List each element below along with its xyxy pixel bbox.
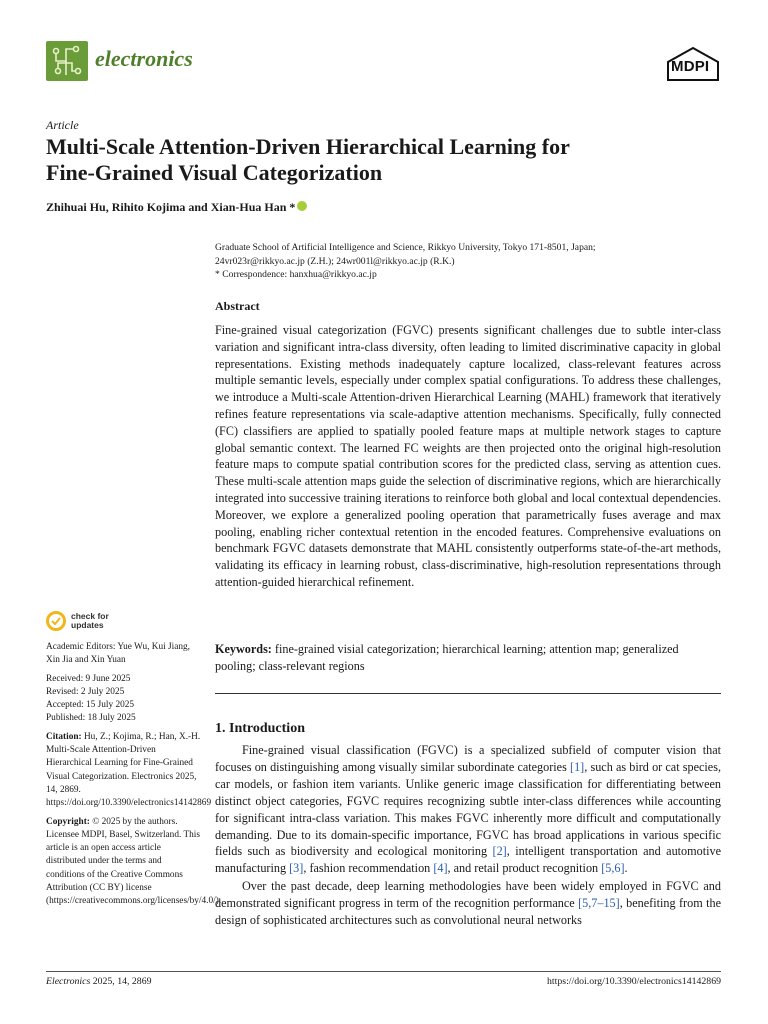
check-for-updates-button[interactable]: [46, 611, 109, 631]
orcid-icon[interactable]: [297, 201, 307, 211]
publisher-name: MDPI: [671, 58, 710, 75]
text-run: , intelligent transportation and automotive manufacturing: [215, 844, 721, 876]
title-line-2: Fine-Grained Visual Categorization: [46, 160, 383, 185]
journal-name: electronics: [95, 46, 193, 71]
citation-text: Hu, Z.; Kojima, R.; Han, X.-H. Multi-Scale Attention-Driven Hierarchical Learning for Fine-Grained Visual Categorization. Electronics 2025, 14, 2869. https://doi.org/10.3390/electronics14142869: [46, 731, 212, 809]
revised-date: Revised: 2 July 2025: [46, 686, 125, 697]
citation-link[interactable]: [2]: [492, 844, 507, 859]
footer-divider: [46, 971, 721, 972]
citation-block: [46, 731, 212, 811]
abstract-text: Fine-grained visual categorization (FGVC) presents significant challenges due to subtle inter-class variation and significant intra-class diversity, often leading to limited discriminative capacity in global representations. Existing methods inadequately capture localized, class-relevant features across multiple semantic levels, especially under complex spatial configurations. To address these challenges, we introduce a Multi-scale Attention-driven Hierarchical Learning (MAHL) framework that iteratively refines feature representations via scale-adaptive attention mechanisms. Specifically, fully connected (FC) classifiers are applied to spatially pooled feature maps at multiple network stages to capture global semantic context. The learned FC weights are then projected onto the original high-resolution feature maps to compute spatial contribution scores for the predicted class, serving as attention cues. These multi-scale attention maps guide the selection of discriminative regions, which are hierarchically integrated into successive training iterations to reinforce both global and local contextual dependencies. Moreover, we explore a generalized pooling operation that parametrically fuses average and max pooling, enabling richer contextual retention in the encoded features. Comprehensive evaluations on benchmark FGVC datasets demonstrate that MAHL consistently outperforms state-of-the-art methods, validating its efficacy in learning robust, class-discriminative, high-resolution representations through attention-guided hierarchical refinement.: [215, 323, 721, 589]
text-run: , such as bird or cat species, car models, or fashion item variants. Unlike generic image classification for differentiating between distinct object categories, FGVC requires recognizing subtle inter-class differences while accounting for significant intra-class variation. This makes FGVC inherently more difficult and computationally demanding. Due to its domain-specific importance, FGVC has broad applications in various specific fields such as biodiversity and ecological monitoring: [215, 759, 721, 859]
received-date: Received: 9 June 2025: [46, 673, 131, 684]
divider: [215, 693, 721, 694]
citation-link[interactable]: [5,7–15]: [578, 896, 620, 911]
article-type: Article: [46, 118, 79, 132]
text-run: , fashion recommendation: [303, 861, 434, 876]
keywords-label: Keywords:: [215, 642, 272, 656]
authors-text: Zhihuai Hu, Rihito Kojima and Xian-Hua Han *: [46, 200, 296, 214]
affiliation-block: [215, 241, 725, 282]
footer-doi-link[interactable]: https://doi.org/10.3390/electronics14142869: [547, 976, 721, 987]
author-list: [46, 200, 307, 215]
copyright-text: © 2025 by the authors. Licensee MDPI, Basel, Switzerland. This article is an open access article distributed under the terms and conditions of the Creative Commons Attribution (CC BY) license (https://creativecommons.org/licenses/by/4.0/).: [46, 816, 222, 907]
footer-journal: Electronics: [46, 976, 91, 987]
citation-link[interactable]: [5,6]: [601, 861, 625, 876]
text-run: Fine-grained visual classification (FGVC) is a specialized subfield of computer vision that focuses on distinguishing among visually similar subordinate categories: [215, 743, 721, 774]
paragraph: [215, 742, 721, 877]
citation-label: Citation:: [46, 731, 82, 742]
abstract-heading: Abstract: [215, 299, 260, 313]
journal-logo: [46, 41, 88, 81]
copyright-label: Copyright:: [46, 816, 90, 827]
text-run: .: [624, 861, 628, 876]
correspondence-line: * Correspondence: hanxhua@rikkyo.ac.jp: [215, 269, 377, 280]
keywords: [215, 641, 721, 675]
citation-link[interactable]: [1]: [570, 759, 585, 774]
academic-editors: Academic Editors: Yue Wu, Kui Jiang, Xin Jia and Xin Yuan: [46, 642, 190, 666]
citation-link[interactable]: [4]: [433, 861, 448, 876]
circuit-icon: [46, 41, 88, 81]
citation-link[interactable]: [3]: [289, 861, 304, 876]
text-run: , and retail product recognition: [447, 861, 602, 876]
publisher-logo: [665, 46, 721, 87]
accepted-date: Accepted: 15 July 2025: [46, 700, 135, 711]
keywords-text: fine-grained visial categorization; hierarchical learning; attention map; generalized pooling; class-relevant regions: [215, 642, 679, 673]
affiliation-line: Graduate School of Artificial Intelligence and Science, Rikkyo University, Tokyo 171-8501, Japan;: [215, 242, 596, 253]
section-heading: 1. Introduction: [215, 721, 305, 736]
title-line-1: Multi-Scale Attention-Driven Hierarchical Learning for: [46, 134, 570, 159]
introduction-body: [215, 742, 721, 929]
paper-title: [46, 134, 686, 186]
copyright-block: [46, 816, 222, 909]
check-updates-icon: [46, 611, 66, 631]
check-line-1: check for: [71, 611, 109, 621]
footer-volume: 2025, 14, 2869: [90, 976, 152, 987]
footer-journal-info: [46, 976, 152, 987]
paragraph: [215, 878, 721, 929]
article-info-sidebar: [46, 641, 222, 914]
email-line: 24vr023r@rikkyo.ac.jp (Z.H.); 24wr001l@rikkyo.ac.jp (R.K.): [215, 255, 455, 267]
text-run: Over the past decade, deep learning methodologies have been widely employed in FGVC and demonstrated significant progress in term of the recognition performance: [215, 879, 721, 911]
check-line-2: updates: [71, 620, 104, 630]
published-date: Published: 18 July 2025: [46, 713, 136, 724]
text-run: , benefiting from the design of sophisticated architectures such as convolutional neural networks: [215, 896, 721, 928]
check-updates-label: [71, 612, 109, 630]
